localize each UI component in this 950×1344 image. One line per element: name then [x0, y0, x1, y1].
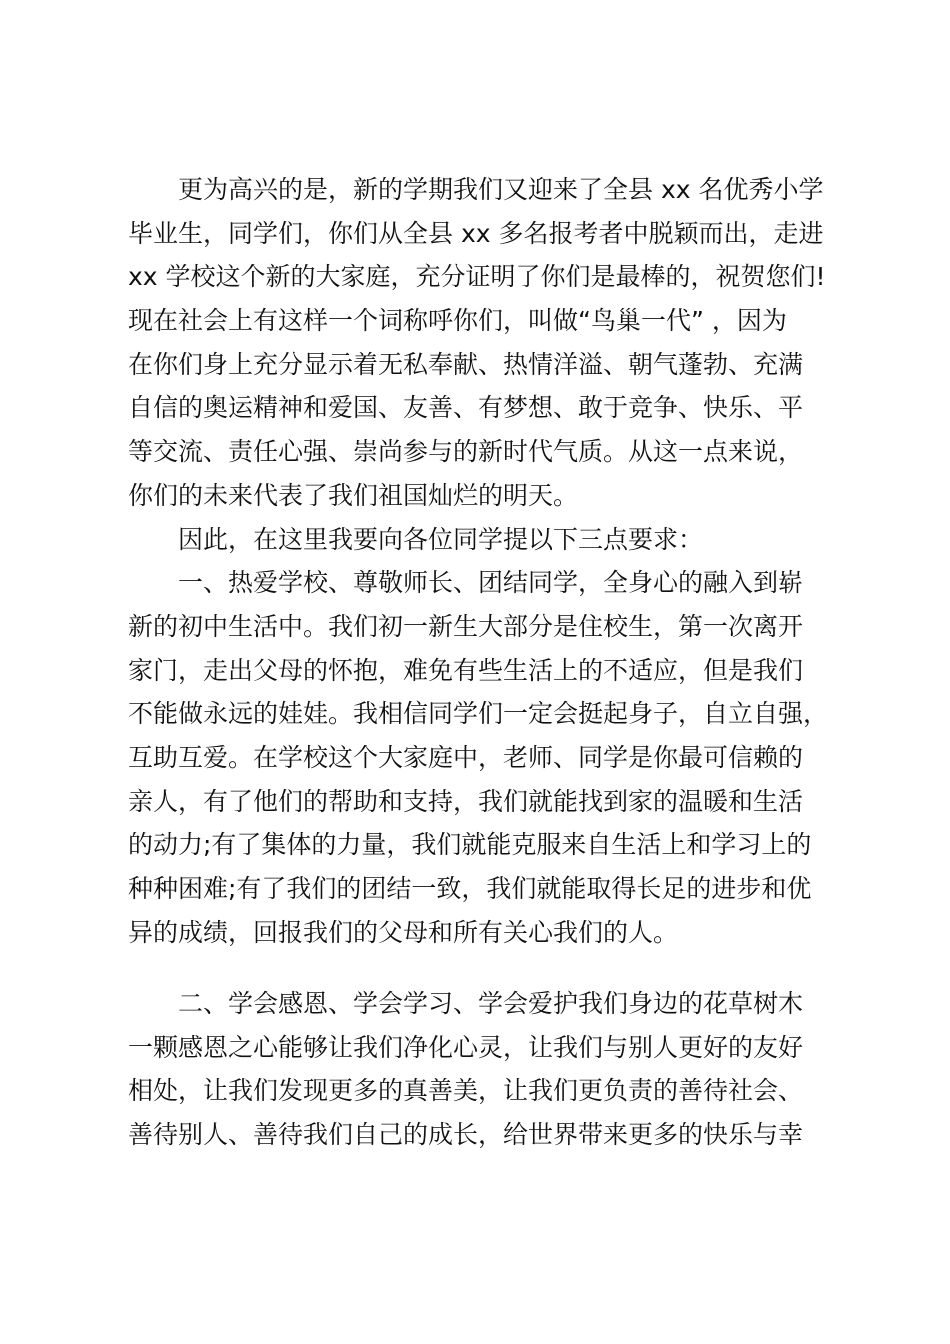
- text-line: 家门，走出父母的怀抱，难免有些生活上的不适应，但是我们: [128, 655, 804, 685]
- paragraph-requirement-two: [128, 982, 858, 1157]
- text-line: xx 学校这个新的大家庭，充分证明了你们是最棒的，祝贺您们!: [128, 262, 826, 292]
- text-line: 二、学会感恩、学会学习、学会爱护我们身边的花草树木: [178, 989, 804, 1018]
- paragraph-requirements-intro: [128, 518, 858, 562]
- text-line: 现在社会上有这样一个词称呼你们，叫做“鸟巢一代” ，因为: [128, 306, 787, 336]
- text-line: 你们的未来代表了我们祖国灿烂的明天。: [128, 480, 579, 510]
- body-text: [128, 168, 858, 954]
- text-line: 自信的奥运精神和爱国、友善、有梦想、敢于竞争、快乐、平: [128, 393, 804, 423]
- text-line: 相处，让我们发现更多的真善美，让我们更负责的善待社会、: [128, 1076, 804, 1106]
- text-line: 异的成绩，回报我们的父母和所有关心我们的人。: [128, 917, 679, 947]
- text-line: 因此，在这里我要向各位同学提以下三点要求：: [178, 524, 704, 554]
- text-line: 一、热爱学校、尊敬师长、团结同学，全身心的融入到崭: [178, 568, 804, 598]
- body-text-continued: [128, 982, 858, 1157]
- text-line: 互助互爱。在学校这个大家庭中，老师、同学是你最可信赖的: [128, 742, 804, 772]
- text-line: 一颗感恩之心能够让我们净化心灵，让我们与别人更好的友好: [128, 1032, 804, 1062]
- text-line: 的动力;有了集体的力量，我们就能克服来自生活上和学习上的: [128, 830, 812, 860]
- text-line: 亲人，有了他们的帮助和支持，我们就能找到家的温暖和生活: [128, 786, 804, 816]
- text-line: 不能做永远的娃娃。我相信同学们一定会挺起身子，自立自强，: [128, 699, 829, 729]
- text-line: 种种困难;有了我们的团结一致，我们就能取得长足的进步和优: [128, 874, 812, 903]
- paragraph-welcome: [128, 168, 858, 518]
- text-line: 等交流、责任心强、崇尚参与的新时代气质。从这一点来说，: [128, 437, 804, 467]
- text-line: 在你们身上充分显示着无私奉献、热情洋溢、朝气蓬勃、充满: [128, 349, 804, 379]
- paragraph-requirement-one: [128, 561, 858, 954]
- text-line: 善待别人、善待我们自己的成长，给世界带来更多的快乐与幸: [128, 1120, 804, 1150]
- text-line: 更为高兴的是，新的学期我们又迎来了全县 xx 名优秀小学: [178, 175, 824, 204]
- text-line: 毕业生，同学们，你们从全县 xx 多名报考者中脱颖而出，走进: [128, 218, 824, 248]
- text-line: 新的初中生活中。我们初一新生大部分是住校生，第一次离开: [128, 611, 804, 641]
